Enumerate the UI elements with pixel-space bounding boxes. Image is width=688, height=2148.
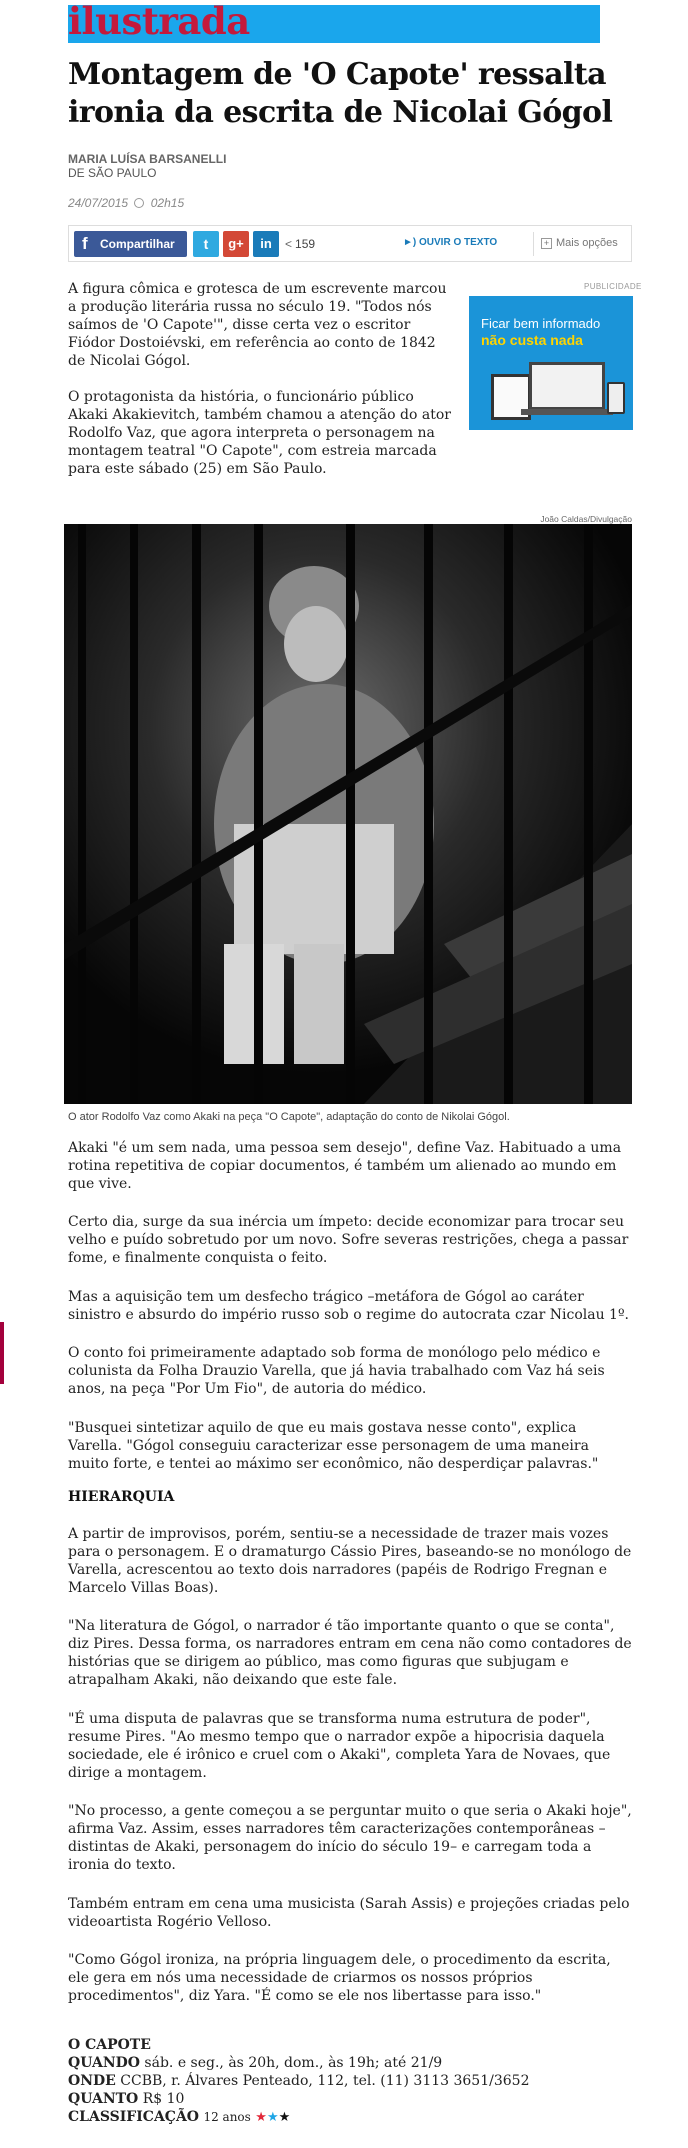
share-count [285,237,315,251]
share-icon: < [285,237,293,251]
article-paragraph: "É uma disputa de palavras que se transforma numa estrutura de poder", resume Pires. "Ao mesmo tempo que o narrador expõe a hipocrisia daquela sociedade, ele é irônico e cruel com o Akaki", completa Yara de Novaes, que dirige a montagem. [68,1711,611,1781]
article-paragraph: "Busquei sintetizar aquilo de que eu mais gostava nesse conto", explica Varella. "Gógol conseguiu caracterizar esse personagem de uma maneira muito forte, e tentei ao máximo ser econômico, não desperdiçar palavras." [68,1420,599,1472]
side-marker [0,1322,4,1384]
article-paragraph: "Na literatura de Gógol, o narrador é tão importante quanto o que se conta", diz Pires. Dessa forma, os narradores entram em cena não como contadores de histórias que se dirigem ao público, mas como figuras que subjugam e atrapalham Akaki, não deixando que este fale. [68,1618,632,1688]
googleplus-icon: g+ [228,236,244,251]
share-count-value: 159 [295,237,316,251]
event-rating [68,2108,634,2127]
subhead: HIERARQUIA [68,1489,175,1505]
section-title[interactable]: ilustrada [68,0,250,43]
facebook-share-label: Compartilhar [100,237,175,251]
listen-button[interactable] [403,237,497,248]
event-when-value: sáb. e seg., às 20h, dom., às 19h; até 21/9 [144,2055,443,2071]
article-paragraph: Akaki "é um sem nada, uma pessoa sem desejo", define Vaz. Habituado a uma rotina repetitiva de copiar documentos, é também um alienado ao mundo em que vive. [68,1140,622,1192]
speaker-icon: ►) [403,237,417,248]
event-when [68,2054,634,2072]
event-when-label: QUANDO [68,2055,140,2071]
photo-credit: João Caldas/Divulgação [540,514,632,524]
dateline [68,196,184,210]
star-icon: ★ [255,2110,267,2125]
rating-stars [255,2110,290,2125]
star-icon: ★ [278,2110,291,2125]
article-paragraph: "Como Gógol ironiza, na própria linguagem dele, o procedimento da escrita, ele gera em nós uma necessidade de criarmos os nossos próprios procedimentos", diz Yara. "É como se ele nos libertasse para isso." [68,1952,611,2004]
byline-origin: DE SÃO PAULO [68,166,157,180]
article-paragraph: "No processo, a gente começou a se perguntar muito o que seria o Akaki hoje", afirma Vaz. Assim, esses narradores têm caracterizações contemporâneas – distintas de Akaki, personagem do início do século 19– e carregam toda a ironia do texto. [68,1803,632,1873]
event-where [68,2072,634,2090]
twitter-share-button[interactable] [193,231,219,257]
ad-label: PUBLICIDADE [584,282,642,291]
event-title: O CAPOTE [68,2037,151,2053]
article-paragraph: O conto foi primeiramente adaptado sob forma de monólogo pelo médico e colunista da Folha Drauzio Varella, que já havia trabalhado com Vaz há seis anos, na peça "Por Um Fio", de autoria do médico. [68,1345,605,1397]
share-divider [533,232,534,256]
facebook-share-button[interactable] [74,231,187,257]
article-photo[interactable] [64,524,632,1104]
event-info-box [68,2036,634,2127]
article-paragraph: A partir de improvisos, porém, sentiu-se a necessidade de trazer mais vozes para o personagem. E o dramaturgo Cássio Pires, baseando-se no monólogo de Varella, acrescentou ao texto dois narradores (papéis de Rodrigo Fregnan e Marcelo Villas Boas). [68,1526,632,1596]
event-rating-label: CLASSIFICAÇÃO [68,2109,200,2125]
event-rating-value: 12 anos [203,2110,251,2124]
section-banner[interactable] [68,0,600,43]
event-where-value: CCBB, r. Álvares Penteado, 112, tel. (11) 3113 3651/3652 [120,2073,530,2089]
event-price-value: R$ 10 [142,2091,185,2107]
star-icon: ★ [266,2110,279,2125]
article-paragraph: Também entram em cena uma musicista (Sarah Assis) e projeções criadas pelo videoartista Rogério Velloso. [68,1896,630,1930]
article-paragraph: Certo dia, surge da sua inércia um ímpeto: decide economizar para trocar seu velho e puído sobretudo por um novo. Sofre severas restrições, chega a passar fome, e finalmente conquista o feito. [68,1214,629,1266]
publish-date: 24/07/2015 [68,196,129,210]
linkedin-icon: in [260,236,272,251]
event-price-label: QUANTO [68,2091,139,2107]
laptop-base-illustration [521,409,613,415]
event-where-label: ONDE [68,2073,116,2089]
article-paragraph: A figura cômica e grotesca de um escrevente marcou a produção literária russa no século 19. "Todos nós saímos de 'O Capote'", disse certa vez o escritor Fiódor Dostoiévski, em referência ao conto de 1842 de Nicolai Gógol. [68,281,447,369]
share-bar [68,225,632,262]
more-options-label: Mais opções [556,237,618,249]
linkedin-share-button[interactable] [253,231,279,257]
googleplus-share-button[interactable] [223,231,249,257]
more-options-button[interactable] [541,237,618,249]
twitter-icon: t [203,236,209,252]
ad-banner[interactable] [469,296,633,430]
photo-illustration [64,524,632,1104]
ad-line-1: Ficar bem informado [481,316,601,331]
plus-icon: + [541,238,552,249]
article-paragraph: Mas a aquisição tem um desfecho trágico –metáfora de Gógol ao caráter sinistro e absurdo do império russo sob o regime do autocrata czar Nicolau 1º. [68,1289,629,1323]
clock-icon [134,198,144,208]
author-name: MARIA LUÍSA BARSANELLI [68,152,227,166]
facebook-icon: f [82,234,88,253]
laptop-illustration [529,362,605,410]
event-price [68,2090,634,2108]
byline [68,152,226,180]
article-paragraph: O protagonista da história, o funcionário público Akaki Akakievitch, também chamou a atenção do ator Rodolfo Vaz, que agora interpreta o personagem na montagem teatral "O Capote", com estreia marcada para este sábado (25) em São Paulo. [68,389,451,477]
publish-time: 02h15 [150,196,185,210]
ad-line-2: não custa nada [481,332,583,348]
photo-caption: O ator Rodolfo Vaz como Akaki na peça "O Capote", adaptação do conto de Nikolai Gógol. [68,1111,510,1123]
headline: Montagem de 'O Capote' ressalta ironia da escrita de Nicolai Gógol [68,57,613,130]
listen-label: OUVIR O TEXTO [419,237,498,248]
phone-illustration [607,382,625,414]
